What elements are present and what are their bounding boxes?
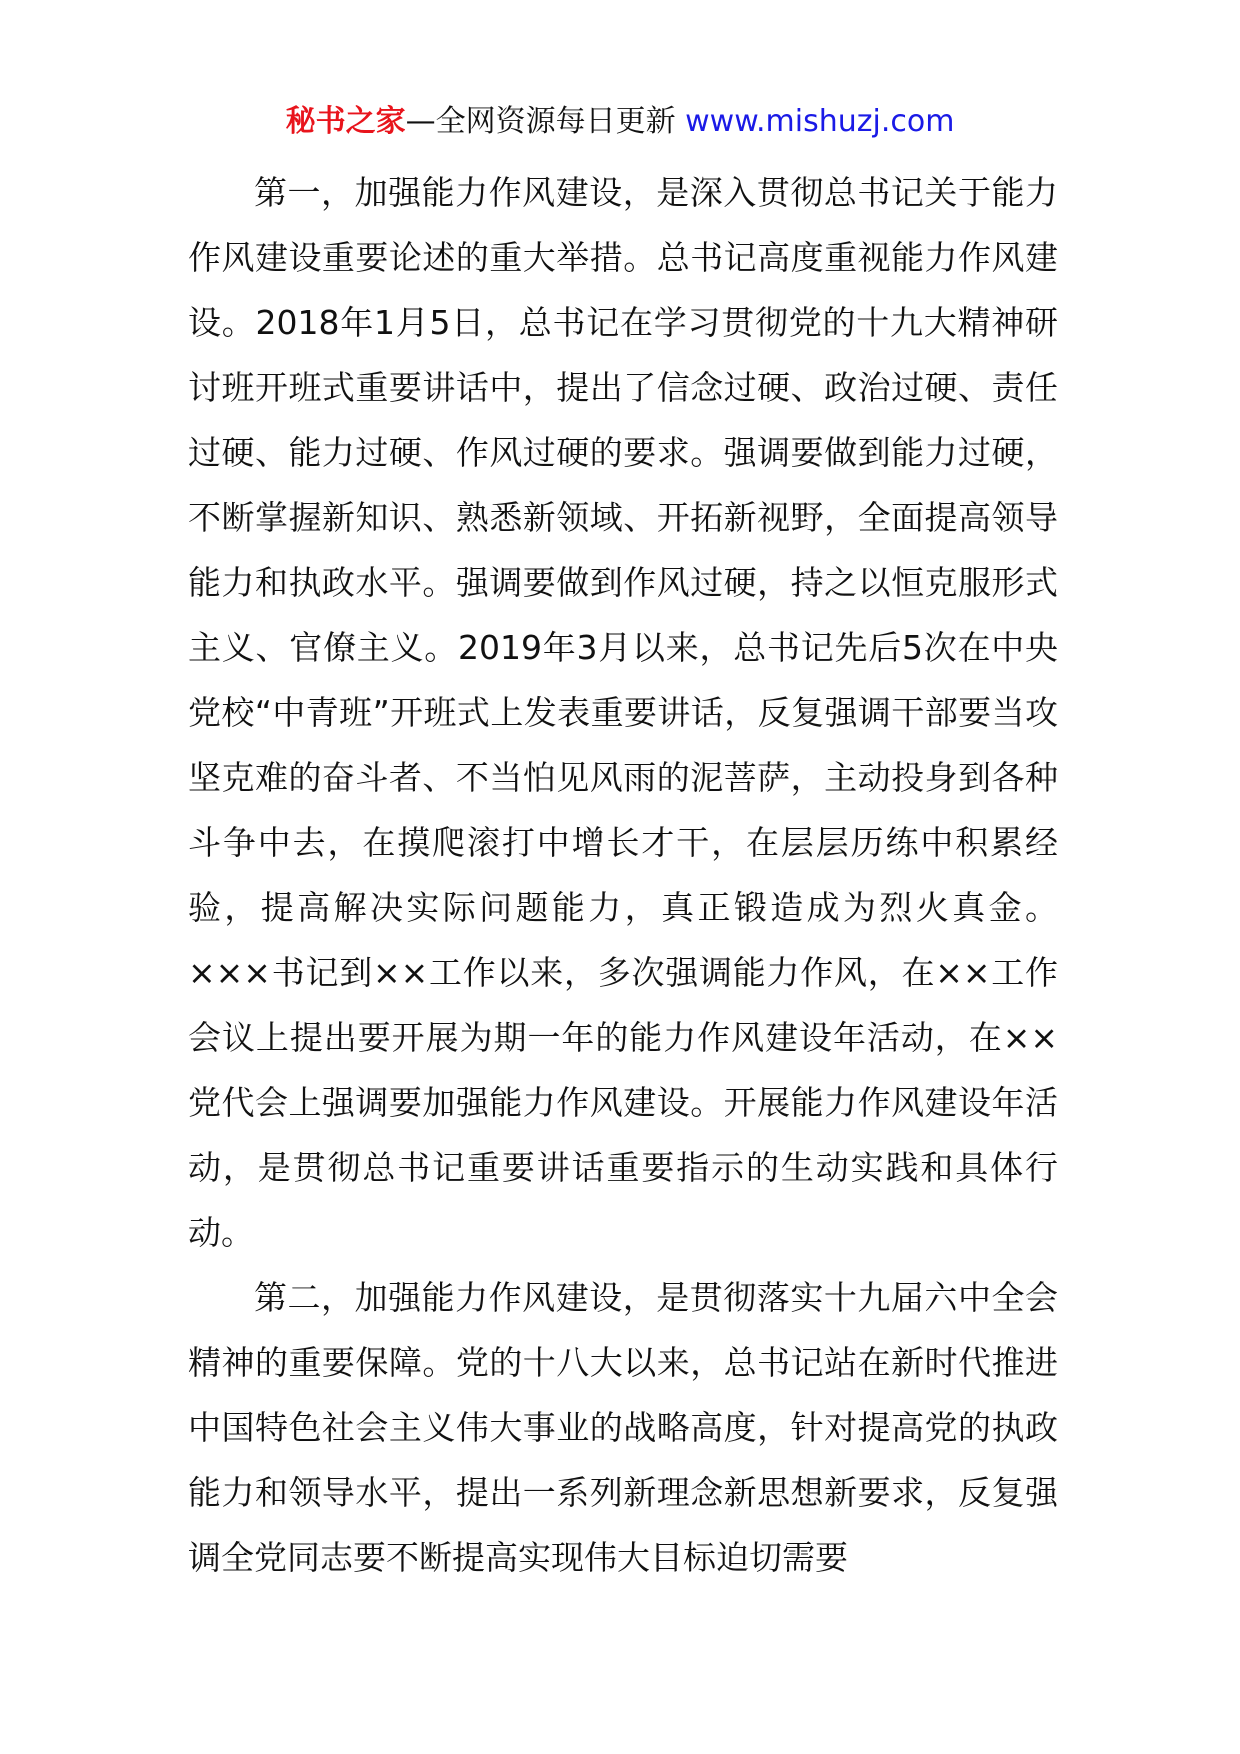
page-header — [0, 100, 1240, 144]
document-body — [188, 160, 1058, 1590]
paragraph-1: 第一，加强能力作风建设，是深入贯彻总书记关于能力作风建设重要论述的重大举措。总书记高度重视能力作风建设。2018年1月5日，总书记在学习贯彻党的十九大精神研讨班开班式重要讲话中，提出了信念过硬、政治过硬、责任过硬、能力过硬、作风过硬的要求。强调要做到能力过硬，不断掌握新知识、熟悉新领域、开拓新视野，全面提高领导能力和执政水平。强调要做到作风过硬，持之以恒克服形式主义、官僚主义。2019年3月以来，总书记先后5次在中央党校“中青班”开班式上发表重要讲话，反复强调干部要当攻坚克难的奋斗者、不当怕见风雨的泥菩萨，主动投身到各种斗争中去，在摸爬滚打中增长才干，在层层历练中积累经验，提高解决实际问题能力，真正锻造成为烈火真金。×××书记到××工作以来，多次强调能力作风，在××工作会议上提出要开展为期一年的能力作风建设年活动，在××党代会上强调要加强能力作风建设。开展能力作风建设年活动，是贯彻总书记重要讲话重要指示的生动实践和具体行动。 — [188, 173, 1058, 1252]
brand-name: 秘书之家 — [285, 104, 406, 139]
header-tagline: —全网资源每日更新 — [405, 104, 686, 139]
paragraph-2: 第二，加强能力作风建设，是贯彻落实十九届六中全会精神的重要保障。党的十八大以来，总书记站在新时代推进中国特色社会主义伟大事业的战略高度，针对提高党的执政能力和领导水平，提出一系列新理念新思想新要求，反复强调全党同志要不断提高实现伟大目标迫切需要 — [188, 1278, 1058, 1577]
site-url-link[interactable]: www.mishuzj.com — [685, 104, 955, 139]
